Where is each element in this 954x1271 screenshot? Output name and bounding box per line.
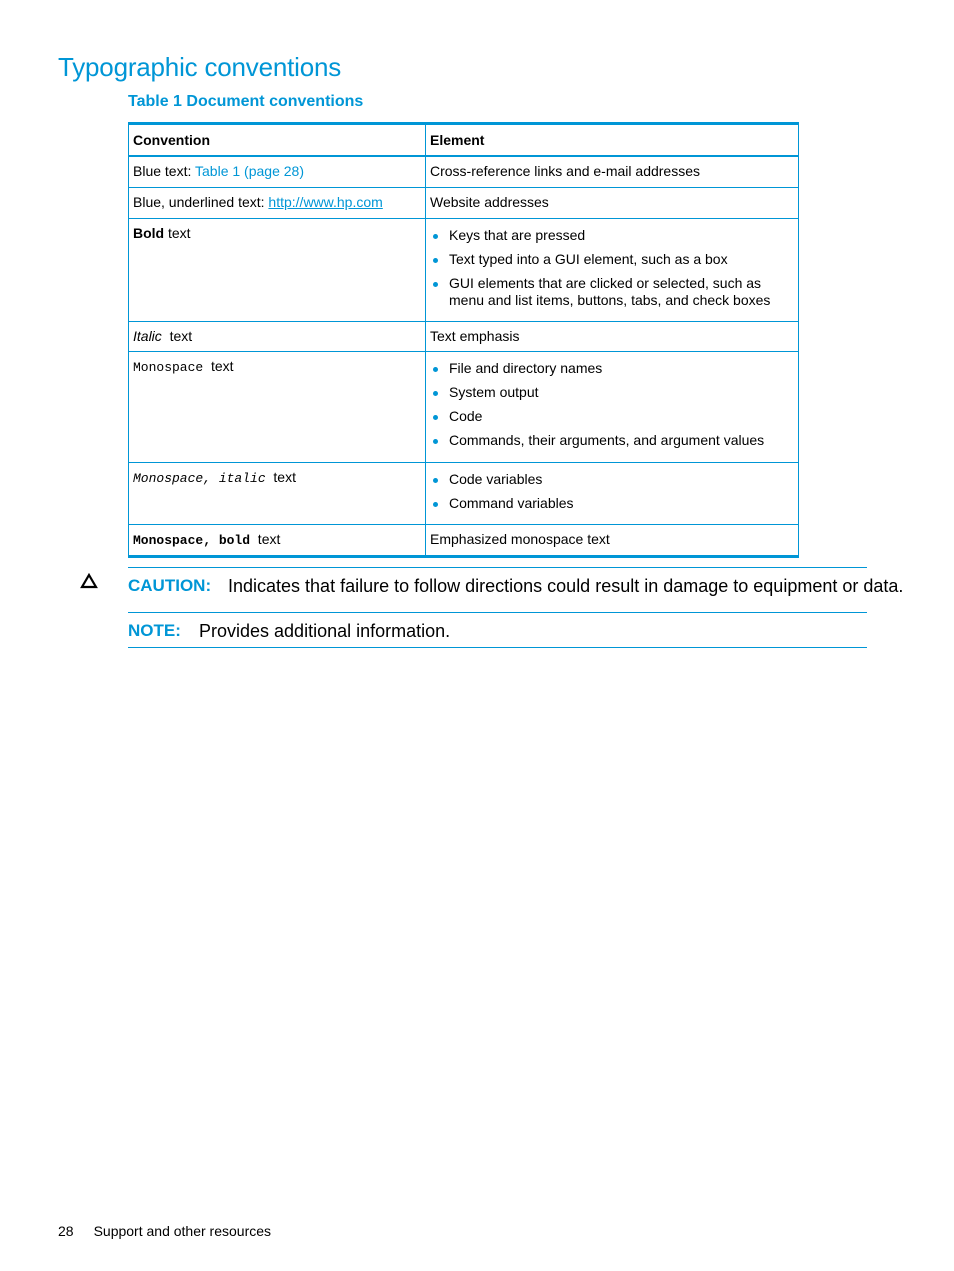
bullet-icon (433, 391, 438, 396)
bullet-icon (433, 234, 438, 239)
element-cell (426, 218, 799, 321)
table-row (129, 321, 799, 351)
convention-cell (129, 524, 426, 556)
convention-suffix: text (203, 357, 234, 374)
bullet-list (430, 471, 794, 512)
column-header-convention: Convention (129, 124, 426, 157)
bullet-icon (433, 282, 438, 287)
bullet-icon (433, 502, 438, 507)
convention-cell (129, 462, 426, 524)
footer-section-title: Support and other resources (93, 1223, 272, 1239)
bullet-icon (433, 367, 438, 372)
list-item: GUI elements that are clicked or selected, such as menu and list items, buttons, tabs, and check boxes (449, 275, 794, 309)
convention-cell (129, 156, 426, 187)
convention-prefix: Blue text: (133, 163, 196, 179)
list-item: Code variables (449, 471, 794, 488)
element-cell: Text emphasis (426, 321, 799, 351)
conventions-table (128, 122, 799, 558)
page-footer (58, 1223, 271, 1239)
list-item: Text typed into a GUI element, such as a box (449, 251, 794, 268)
convention-suffix: text (164, 224, 191, 241)
table-row (129, 351, 799, 462)
italic-sample: Italic (133, 327, 162, 344)
caution-text: Indicates that failure to follow directions could result in damage to equipment or data. (228, 576, 904, 596)
bullet-icon (433, 439, 438, 444)
convention-suffix: text (265, 468, 296, 485)
element-cell: Website addresses (426, 187, 799, 218)
bold-sample: Bold (133, 224, 165, 241)
note-text: Provides additional information. (199, 621, 451, 641)
convention-cell (129, 321, 426, 351)
website-link[interactable]: http://www.hp.com (268, 193, 383, 210)
list-item: Command variables (449, 495, 794, 512)
list-item: Commands, their arguments, and argument values (449, 432, 794, 449)
bullet-icon (433, 415, 438, 420)
caution-triangle-icon (80, 573, 98, 589)
list-item: Code (449, 408, 794, 425)
convention-prefix: Blue, underlined text: (133, 193, 269, 210)
convention-cell (129, 187, 426, 218)
monospace-bold-sample: Monospace, bold (133, 532, 251, 548)
bullet-icon (433, 478, 438, 483)
bullet-list (430, 360, 794, 449)
convention-cell (129, 351, 426, 462)
page-heading: Typographic conventions (58, 52, 342, 82)
note-label: NOTE: (128, 621, 181, 640)
list-item: File and directory names (449, 360, 794, 377)
monospace-italic-sample: Monospace, italic (133, 470, 266, 486)
table-row (129, 462, 799, 524)
table-row (129, 156, 799, 187)
list-item: System output (449, 384, 794, 401)
table-caption: Table 1 Document conventions (128, 93, 364, 110)
caution-notice (128, 567, 904, 613)
bullet-list (430, 227, 794, 309)
list-item: Keys that are pressed (449, 227, 794, 244)
table-header-row (129, 124, 799, 157)
table-row (129, 187, 799, 218)
note-notice (128, 613, 867, 648)
cross-reference-link[interactable]: Table 1 (page 28) (195, 163, 304, 179)
monospace-sample: Monospace (133, 359, 204, 375)
element-cell (426, 351, 799, 462)
bullet-icon (433, 258, 438, 263)
column-header-element: Element (426, 124, 799, 157)
element-cell: Emphasized monospace text (426, 524, 799, 556)
convention-suffix: text (161, 327, 193, 344)
table-row (129, 218, 799, 321)
page-number: 28 (58, 1223, 74, 1239)
element-cell (426, 462, 799, 524)
caution-label: CAUTION: (128, 576, 212, 595)
element-cell: Cross-reference links and e-mail addresses (426, 156, 799, 187)
table-row (129, 524, 799, 556)
convention-suffix: text (250, 530, 281, 547)
convention-cell (129, 218, 426, 321)
